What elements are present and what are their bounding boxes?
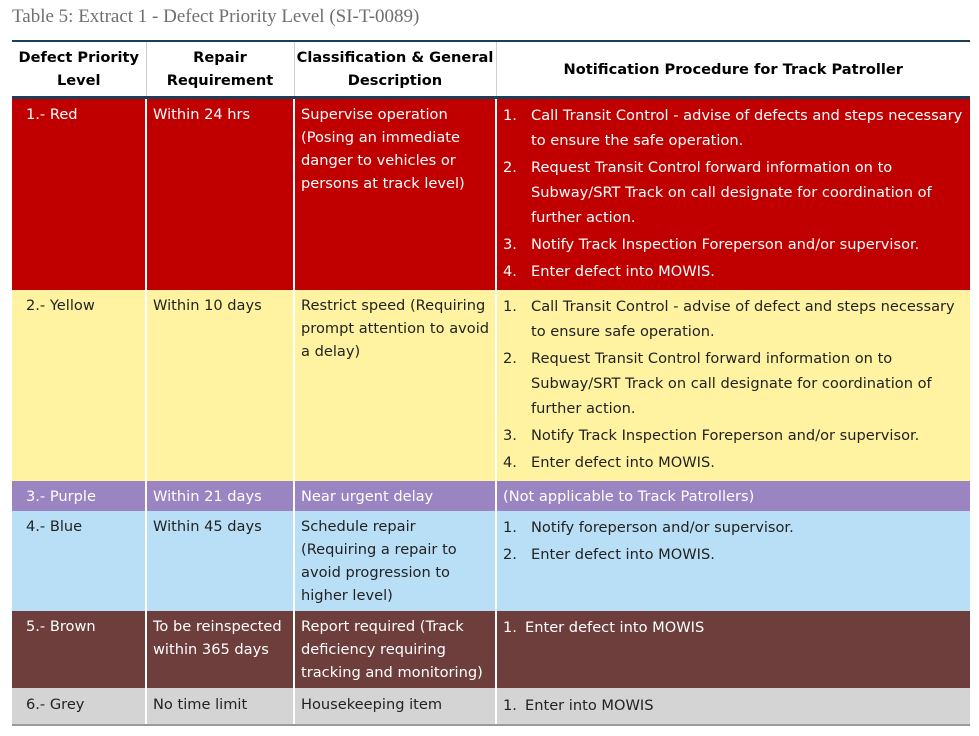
procedure-step: 2. Enter defect into MOWIS. xyxy=(503,546,715,563)
level-cell: 2.- Yellow xyxy=(12,290,146,481)
description-cell: Schedule repair (Requiring a repair to avoid progression to higher level) xyxy=(294,511,496,611)
description-cell: Restrict speed (Requiring prompt attention to avoid a delay) xyxy=(294,290,496,481)
table-header-row xyxy=(12,41,970,98)
procedure-cell xyxy=(496,688,970,725)
procedure-cell xyxy=(496,290,970,481)
procedure-step: 2. Request Transit Control forward information on to Subway/SRT Track on call designate for coordination of further action. xyxy=(503,350,932,417)
table-row-red xyxy=(12,98,970,291)
repair-cell: To be reinspected within 365 days xyxy=(146,611,294,688)
table-row-blue xyxy=(12,511,970,611)
header-classification: Classification & General Description xyxy=(294,41,496,98)
procedure-list xyxy=(503,103,965,284)
procedure-cell xyxy=(496,98,970,291)
level-cell: 6.- Grey xyxy=(12,688,146,725)
repair-cell: Within 21 days xyxy=(146,481,294,511)
procedure-step: 4. Enter defect into MOWIS. xyxy=(503,454,715,471)
description-cell: Report required (Track deficiency requiring tracking and monitoring) xyxy=(294,611,496,688)
level-cell: 3.- Purple xyxy=(12,481,146,511)
repair-cell: Within 45 days xyxy=(146,511,294,611)
table-row-brown xyxy=(12,611,970,688)
procedure-step: 1. Enter into MOWIS xyxy=(503,697,654,714)
procedure-cell xyxy=(496,511,970,611)
procedure-cell: (Not applicable to Track Patrollers) xyxy=(496,481,970,511)
repair-cell: No time limit xyxy=(146,688,294,725)
procedure-list xyxy=(503,693,965,718)
level-cell: 4.- Blue xyxy=(12,511,146,611)
defect-priority-table xyxy=(12,40,970,726)
repair-cell: Within 24 hrs xyxy=(146,98,294,291)
procedure-step: 1. Enter defect into MOWIS xyxy=(503,619,705,636)
description-cell: Supervise operation (Posing an immediate danger to vehicles or persons at track level) xyxy=(294,98,496,291)
table-caption: Table 5: Extract 1 - Defect Priority Level (SI-T-0089) xyxy=(12,6,420,27)
table-row-grey xyxy=(12,688,970,725)
header-priority-level: Defect Priority Level xyxy=(12,41,146,98)
procedure-step: 4. Enter defect into MOWIS. xyxy=(503,263,715,280)
procedure-step: 3. Notify Track Inspection Foreperson and/or supervisor. xyxy=(503,427,920,444)
header-notification-procedure: Notification Procedure for Track Patroller xyxy=(496,41,970,98)
header-repair-requirement: Repair Requirement xyxy=(146,41,294,98)
table-row-purple xyxy=(12,481,970,511)
description-cell: Housekeeping item xyxy=(294,688,496,725)
procedure-cell xyxy=(496,611,970,688)
procedure-step: 1. Call Transit Control - advise of defects and steps necessary to ensure the safe operation. xyxy=(503,107,963,149)
procedure-list xyxy=(503,515,965,567)
procedure-step: 1. Notify foreperson and/or supervisor. xyxy=(503,519,794,536)
procedure-list xyxy=(503,294,965,475)
procedure-step: 3. Notify Track Inspection Foreperson and/or supervisor. xyxy=(503,236,920,253)
repair-cell: Within 10 days xyxy=(146,290,294,481)
procedure-step: 1. Call Transit Control - advise of defect and steps necessary to ensure safe operation. xyxy=(503,298,955,340)
description-cell: Near urgent delay xyxy=(294,481,496,511)
procedure-step: 2. Request Transit Control forward information on to Subway/SRT Track on call designate for coordination of further action. xyxy=(503,159,932,226)
table-row-yellow xyxy=(12,290,970,481)
level-cell: 5.- Brown xyxy=(12,611,146,688)
procedure-list xyxy=(503,615,965,640)
level-cell: 1.- Red xyxy=(12,98,146,291)
